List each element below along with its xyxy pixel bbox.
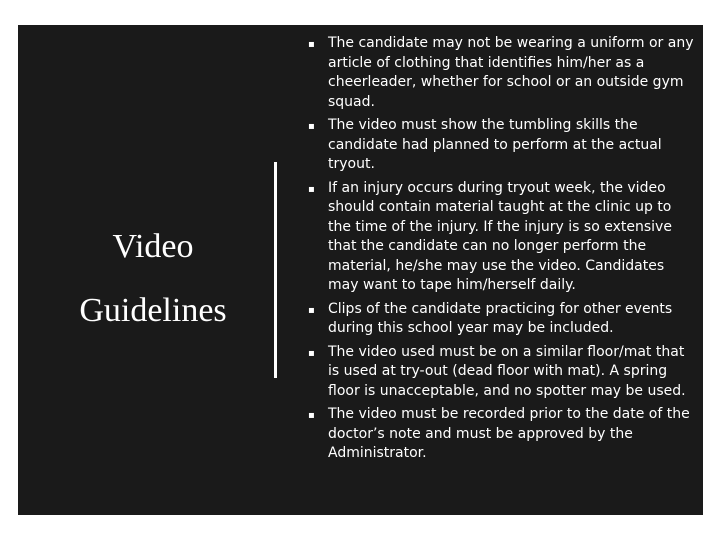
bullet-item bbox=[308, 405, 698, 464]
slide-title bbox=[68, 215, 238, 343]
square-bullet-icon: ▪ bbox=[308, 121, 315, 132]
square-bullet-icon: ▪ bbox=[308, 39, 315, 50]
bullet-item bbox=[308, 179, 698, 296]
bullet-text: The video used must be on a similar floor/mat that is used at try-out (dead floor with mat). A spring floor is unacceptable, and no spotter may be used. bbox=[328, 343, 686, 399]
bullet-text: The candidate may not be wearing a uniform or any article of clothing that identifies him/her as a cheerleader, whether for school or an outside gym squad. bbox=[328, 35, 694, 110]
square-bullet-icon: ▪ bbox=[308, 347, 315, 359]
bullet-text: The video must be recorded prior to the date of the doctor’s note and must be approved by the Administrator. bbox=[328, 406, 690, 461]
bullet-text: The video must show the tumbling skills the candidate had planned to perform at the actual tryout. bbox=[328, 117, 662, 172]
bullet-item bbox=[308, 34, 698, 112]
bullet-item bbox=[308, 300, 698, 339]
slide-title-line-1: Video bbox=[112, 228, 194, 265]
bullet-list bbox=[308, 34, 698, 468]
bullet-item bbox=[308, 116, 698, 175]
slide-title-line-2: Guidelines bbox=[79, 292, 227, 329]
square-bullet-icon: ▪ bbox=[308, 410, 315, 421]
square-bullet-icon: ▪ bbox=[308, 183, 315, 195]
bullet-item bbox=[308, 343, 698, 402]
bullet-text: Clips of the candidate practicing for other events during this school year may be included. bbox=[328, 300, 673, 336]
square-bullet-icon: ▪ bbox=[308, 304, 315, 316]
vertical-divider bbox=[274, 162, 277, 378]
slide bbox=[18, 25, 703, 515]
bullet-text: If an injury occurs during tryout week, the video should contain material taught at the clinic up to the time of the injury. If the injury is so extensive that the candidate can no longer perform the material, he/she may use the video. Candidates may want to tape him/herself daily. bbox=[328, 179, 672, 293]
